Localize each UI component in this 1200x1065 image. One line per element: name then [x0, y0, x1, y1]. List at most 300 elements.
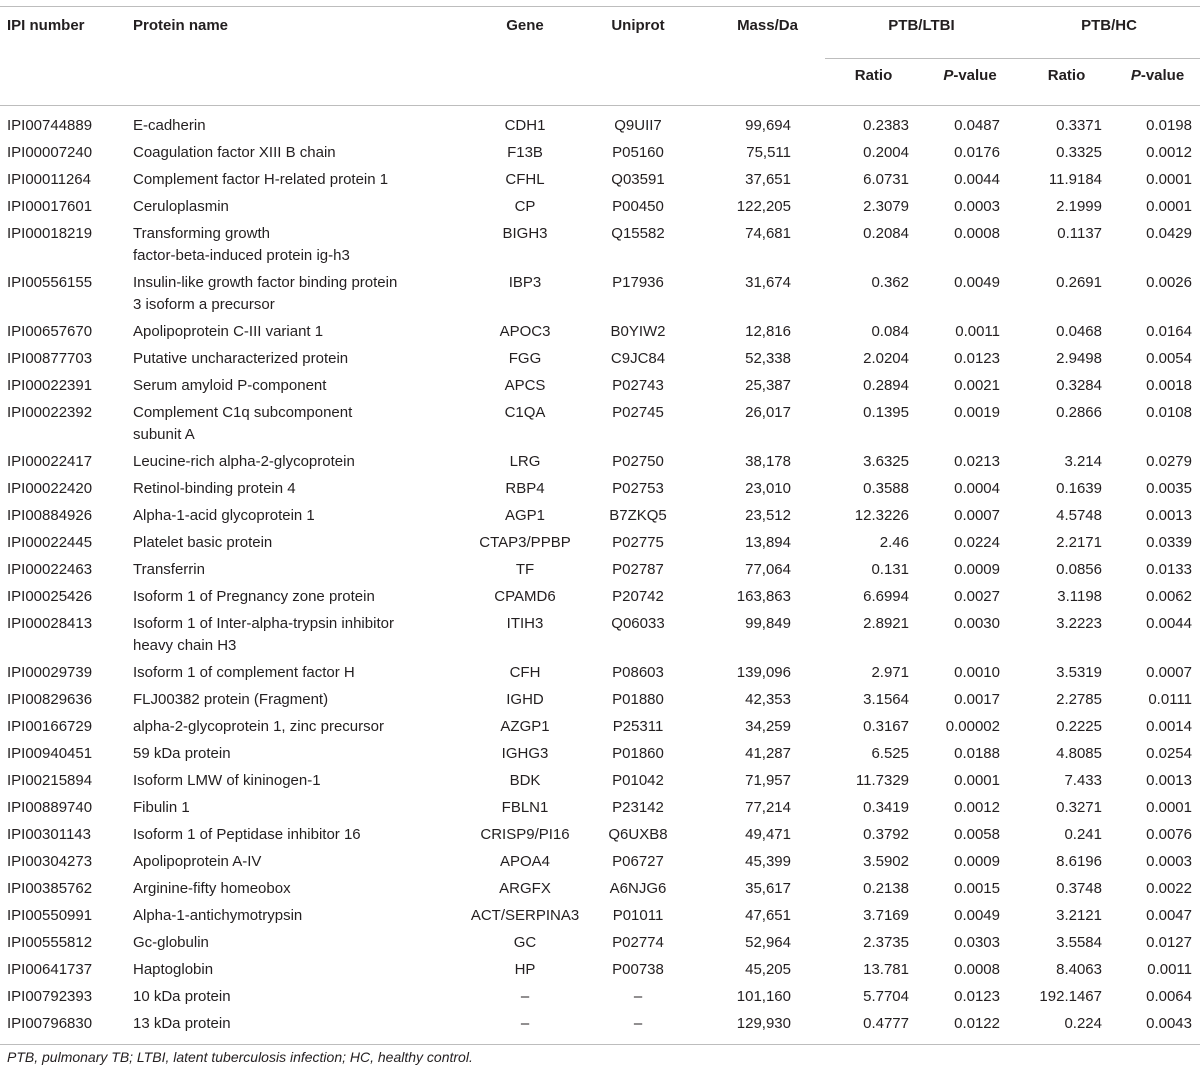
protein-name-line: Isoform 1 of complement factor H [133, 664, 355, 681]
cell-pvalue-hc: 0.0001 [1146, 198, 1192, 215]
table-footnote: PTB, pulmonary TB; LTBI, latent tuberculosis infection; HC, healthy control. [7, 1049, 473, 1065]
cell-pvalue-hc: 0.0279 [1146, 453, 1192, 470]
table-row [0, 140, 1200, 167]
cell-pvalue-ltbi: 0.0008 [954, 961, 1000, 978]
cell-protein-name [133, 557, 466, 584]
cell-protein-name [133, 584, 466, 611]
cell-mass: 163,863 [736, 588, 791, 605]
cell-pvalue-ltbi: 0.0303 [954, 934, 1000, 951]
protein-name-line: heavy chain H3 [133, 637, 237, 654]
cell-ratio-ltbi: 0.131 [871, 561, 909, 578]
protein-name-line: 3 isoform a precursor [133, 296, 275, 313]
cell-ipi-number: IPI00877703 [7, 350, 93, 367]
cell-protein-name [133, 714, 466, 741]
protein-name-line: Ceruloplasmin [133, 198, 229, 215]
cell-ratio-ltbi: 2.46 [879, 534, 909, 551]
cell-pvalue-ltbi: 0.0058 [954, 826, 1000, 843]
cell-pvalue-ltbi: 0.0010 [954, 664, 1000, 681]
cell-pvalue-ltbi: 0.0009 [954, 561, 1000, 578]
cell-pvalue-hc: 0.0054 [1146, 350, 1192, 367]
cell-protein-name [133, 822, 466, 849]
cell-protein-name [133, 984, 466, 1011]
cell-gene: ACT/SERPINA3 [470, 907, 580, 924]
cell-mass: 45,399 [745, 853, 791, 870]
table-row [0, 476, 1200, 503]
cell-ipi-number: IPI00018219 [7, 225, 93, 242]
cell-pvalue-hc: 0.0013 [1146, 507, 1192, 524]
cell-ratio-hc: 0.3271 [1056, 799, 1102, 816]
cell-pvalue-hc: 0.0018 [1146, 377, 1192, 394]
cell-gene: – [520, 1015, 530, 1032]
cell-protein-name [133, 876, 466, 903]
cell-uniprot: P08603 [612, 664, 664, 681]
cell-mass: 23,010 [745, 480, 791, 497]
cell-ratio-hc: 0.3284 [1056, 377, 1102, 394]
cell-ratio-hc: 8.6196 [1056, 853, 1102, 870]
cell-ipi-number: IPI00022420 [7, 480, 93, 497]
cell-protein-name [133, 373, 466, 400]
cell-pvalue-hc: 0.0076 [1146, 826, 1192, 843]
cell-protein-name [133, 476, 466, 503]
cell-uniprot: P02750 [612, 453, 664, 470]
table-row [0, 611, 1200, 660]
cell-gene: CP [514, 198, 536, 215]
cell-ipi-number: IPI00017601 [7, 198, 93, 215]
table-row [0, 822, 1200, 849]
cell-ipi-number: IPI00022417 [7, 453, 93, 470]
cell-ratio-hc: 3.5319 [1056, 664, 1102, 681]
cell-uniprot: Q6UXB8 [608, 826, 668, 843]
cell-protein-name [133, 270, 466, 319]
cell-ratio-ltbi: 11.7329 [855, 772, 909, 789]
cell-pvalue-ltbi: 0.0487 [954, 117, 1000, 134]
cell-protein-name [133, 346, 466, 373]
header-protein-name: Protein name [133, 17, 229, 34]
cell-uniprot: Q06033 [611, 615, 665, 632]
table-row [0, 194, 1200, 221]
cell-mass: 52,964 [745, 934, 791, 951]
table-row [0, 741, 1200, 768]
table-row [0, 1011, 1200, 1045]
cell-protein-name [133, 1011, 466, 1045]
cell-gene: GC [513, 934, 537, 951]
cell-pvalue-hc: 0.0035 [1146, 480, 1192, 497]
cell-uniprot: P00738 [612, 961, 664, 978]
header-pvalue-hc [1115, 59, 1200, 106]
cell-pvalue-ltbi: 0.0176 [954, 144, 1000, 161]
table-row [0, 957, 1200, 984]
cell-uniprot: P01860 [612, 745, 664, 762]
protein-name-line: Apolipoprotein A-IV [133, 853, 262, 870]
cell-ratio-ltbi: 12.3226 [854, 507, 909, 524]
table-row [0, 319, 1200, 346]
cell-ratio-hc: 2.2785 [1056, 691, 1102, 708]
cell-mass: 37,651 [745, 171, 791, 188]
cell-gene: LRG [509, 453, 541, 470]
cell-pvalue-hc: 0.0047 [1146, 907, 1192, 924]
table-row [0, 530, 1200, 557]
cell-gene: FBLN1 [501, 799, 549, 816]
cell-mass: 45,205 [745, 961, 791, 978]
cell-mass: 35,617 [745, 880, 791, 897]
cell-protein-name [133, 106, 466, 141]
cell-protein-name [133, 795, 466, 822]
cell-ratio-ltbi: 2.3735 [863, 934, 909, 951]
protein-name-line: Complement factor H-related protein 1 [133, 171, 389, 188]
cell-uniprot: – [633, 1015, 643, 1032]
cell-ipi-number: IPI00029739 [7, 664, 93, 681]
cell-ratio-ltbi: 2.3079 [863, 198, 909, 215]
cell-uniprot: P02787 [612, 561, 664, 578]
protein-name-line: Transferrin [133, 561, 205, 578]
cell-ratio-ltbi: 0.2894 [863, 377, 909, 394]
cell-ratio-ltbi: 2.0204 [863, 350, 909, 367]
cell-ratio-ltbi: 0.2138 [863, 880, 909, 897]
cell-pvalue-ltbi: 0.0049 [954, 274, 1000, 291]
header-pvalue-hc-suffix: -value [1140, 67, 1185, 84]
header-ratio-hc: Ratio [1018, 59, 1115, 106]
cell-gene: AGP1 [504, 507, 546, 524]
cell-ratio-hc: 0.3325 [1056, 144, 1102, 161]
header-pvalue-ltbi [922, 59, 1018, 106]
cell-protein-name [133, 687, 466, 714]
cell-uniprot: P02745 [612, 404, 664, 421]
cell-uniprot: P02774 [612, 934, 664, 951]
cell-ratio-ltbi: 6.0731 [863, 171, 909, 188]
protein-name-line: Fibulin 1 [133, 799, 190, 816]
cell-uniprot: P01042 [612, 772, 664, 789]
cell-ratio-ltbi: 6.525 [871, 745, 909, 762]
cell-mass: 71,957 [745, 772, 791, 789]
cell-pvalue-ltbi: 0.0030 [954, 615, 1000, 632]
cell-ratio-ltbi: 0.1395 [863, 404, 909, 421]
cell-protein-name [133, 221, 466, 270]
cell-ratio-hc: 0.2691 [1056, 274, 1102, 291]
cell-ratio-hc: 3.2223 [1056, 615, 1102, 632]
cell-ipi-number: IPI00385762 [7, 880, 93, 897]
cell-uniprot: P00450 [612, 198, 664, 215]
cell-ratio-ltbi: 3.5902 [863, 853, 909, 870]
cell-pvalue-ltbi: 0.0009 [954, 853, 1000, 870]
cell-gene: TF [515, 561, 535, 578]
cell-mass: 23,512 [745, 507, 791, 524]
cell-mass: 77,214 [745, 799, 791, 816]
table-row [0, 400, 1200, 449]
cell-pvalue-ltbi: 0.0015 [954, 880, 1000, 897]
cell-ipi-number: IPI00028413 [7, 615, 93, 632]
cell-mass: 49,471 [745, 826, 791, 843]
cell-pvalue-ltbi: 0.0188 [954, 745, 1000, 762]
protein-name-line: subunit A [133, 426, 195, 443]
protein-name-line: FLJ00382 protein (Fragment) [133, 691, 329, 708]
cell-ratio-ltbi: 0.3588 [863, 480, 909, 497]
cell-ratio-ltbi: 0.2383 [863, 117, 909, 134]
cell-pvalue-ltbi: 0.0122 [954, 1015, 1000, 1032]
cell-uniprot: Q03591 [611, 171, 665, 188]
cell-ipi-number: IPI00011264 [7, 171, 91, 188]
cell-pvalue-hc: 0.0127 [1146, 934, 1192, 951]
cell-pvalue-ltbi: 0.0213 [954, 453, 1000, 470]
cell-ratio-ltbi: 13.781 [863, 961, 909, 978]
cell-mass: 47,651 [745, 907, 791, 924]
cell-ipi-number: IPI00025426 [7, 588, 93, 605]
cell-pvalue-ltbi: 0.0021 [954, 377, 1000, 394]
cell-pvalue-hc: 0.0012 [1146, 144, 1192, 161]
cell-gene: APOA4 [499, 853, 551, 870]
cell-pvalue-hc: 0.0164 [1146, 323, 1192, 340]
cell-pvalue-ltbi: 0.0044 [954, 171, 1000, 188]
table-row [0, 221, 1200, 270]
cell-ratio-hc: 11.9184 [1048, 171, 1102, 188]
cell-ipi-number: IPI00796830 [7, 1015, 93, 1032]
protein-name-line: 13 kDa protein [133, 1015, 231, 1032]
cell-pvalue-hc: 0.0043 [1146, 1015, 1192, 1032]
cell-ratio-ltbi: 6.6994 [863, 588, 909, 605]
cell-pvalue-hc: 0.0108 [1146, 404, 1192, 421]
cell-ipi-number: IPI00555812 [7, 934, 93, 951]
protein-name-line: Putative uncharacterized protein [133, 350, 349, 367]
cell-uniprot: P02753 [612, 480, 664, 497]
cell-protein-name [133, 319, 466, 346]
protein-name-line: factor-beta-induced protein ig-h3 [133, 247, 350, 264]
table-row [0, 373, 1200, 400]
table-row [0, 687, 1200, 714]
cell-pvalue-ltbi: 0.0011 [955, 323, 1000, 340]
cell-ratio-hc: 0.2866 [1056, 404, 1102, 421]
cell-pvalue-hc: 0.0022 [1146, 880, 1192, 897]
cell-uniprot: B0YIW2 [610, 323, 666, 340]
cell-pvalue-ltbi: 0.0004 [954, 480, 1000, 497]
cell-protein-name [133, 768, 466, 795]
cell-uniprot: Q15582 [611, 225, 665, 242]
cell-ratio-hc: 2.2171 [1056, 534, 1102, 551]
cell-ratio-ltbi: 0.4777 [863, 1015, 909, 1032]
cell-ratio-ltbi: 3.6325 [863, 453, 909, 470]
cell-ratio-hc: 0.0856 [1056, 561, 1102, 578]
cell-ipi-number: IPI00301143 [7, 826, 91, 843]
cell-ratio-hc: 3.214 [1064, 453, 1102, 470]
cell-uniprot: P25311 [612, 718, 664, 735]
cell-pvalue-ltbi: 0.00002 [945, 718, 1000, 735]
cell-mass: 52,338 [745, 350, 791, 367]
cell-pvalue-ltbi: 0.0224 [954, 534, 1000, 551]
cell-mass: 99,849 [745, 615, 791, 632]
table-row [0, 849, 1200, 876]
protein-name-line: Apolipoprotein C-III variant 1 [133, 323, 324, 340]
cell-ratio-ltbi: 0.2004 [863, 144, 909, 161]
cell-ratio-hc: 0.1639 [1056, 480, 1102, 497]
cell-pvalue-ltbi: 0.0049 [954, 907, 1000, 924]
cell-ipi-number: IPI00641737 [7, 961, 93, 978]
cell-ratio-hc: 2.1999 [1056, 198, 1102, 215]
header-uniprot: Uniprot [611, 17, 665, 34]
cell-ratio-hc: 3.1198 [1057, 588, 1102, 605]
protein-name-line: Leucine-rich alpha-2-glycoprotein [133, 453, 355, 470]
cell-ratio-ltbi: 2.8921 [863, 615, 909, 632]
cell-uniprot: P05160 [612, 144, 664, 161]
cell-ratio-hc: 7.433 [1064, 772, 1102, 789]
cell-ipi-number: IPI00166729 [7, 718, 93, 735]
cell-ipi-number: IPI00829636 [7, 691, 93, 708]
cell-pvalue-hc: 0.0001 [1146, 799, 1192, 816]
cell-gene: IBP3 [508, 274, 542, 291]
cell-pvalue-ltbi: 0.0027 [954, 588, 1000, 605]
protein-name-line: Serum amyloid P-component [133, 377, 327, 394]
protein-name-line: Complement C1q subcomponent [133, 404, 353, 421]
cell-uniprot: P01880 [612, 691, 664, 708]
cell-mass: 42,353 [745, 691, 791, 708]
cell-ipi-number: IPI00022463 [7, 561, 93, 578]
cell-gene: C1QA [504, 404, 546, 421]
table-row [0, 270, 1200, 319]
cell-protein-name [133, 611, 466, 660]
cell-pvalue-hc: 0.0001 [1146, 171, 1192, 188]
cell-ratio-ltbi: 3.7169 [863, 907, 909, 924]
cell-gene: CPAMD6 [494, 588, 556, 605]
cell-pvalue-ltbi: 0.0001 [954, 772, 1000, 789]
cell-pvalue-hc: 0.0026 [1146, 274, 1192, 291]
cell-gene: ITIH3 [506, 615, 544, 632]
cell-uniprot: P01011 [612, 907, 664, 924]
cell-uniprot: P06727 [612, 853, 664, 870]
cell-mass: 75,511 [746, 144, 791, 161]
protein-name-line: Arginine-fifty homeobox [133, 880, 291, 897]
cell-ratio-ltbi: 0.3792 [863, 826, 909, 843]
protein-name-line: Alpha-1-acid glycoprotein 1 [133, 507, 315, 524]
cell-ipi-number: IPI00657670 [7, 323, 93, 340]
cell-mass: 99,694 [745, 117, 791, 134]
cell-ratio-ltbi: 5.7704 [863, 988, 909, 1005]
cell-pvalue-ltbi: 0.0003 [954, 198, 1000, 215]
cell-ratio-hc: 4.8085 [1056, 745, 1102, 762]
cell-protein-name [133, 449, 466, 476]
cell-pvalue-hc: 0.0133 [1146, 561, 1192, 578]
cell-pvalue-ltbi: 0.0123 [954, 988, 1000, 1005]
cell-uniprot: P23142 [612, 799, 664, 816]
table-row [0, 167, 1200, 194]
cell-protein-name [133, 930, 466, 957]
cell-mass: 12,816 [745, 323, 791, 340]
cell-mass: 129,930 [736, 1015, 791, 1032]
header-pvalue-hc-prefix: P [1130, 67, 1141, 84]
protein-name-line: Isoform 1 of Pregnancy zone protein [133, 588, 375, 605]
cell-mass: 139,096 [736, 664, 791, 681]
cell-uniprot: – [633, 988, 643, 1005]
cell-pvalue-hc: 0.0013 [1146, 772, 1192, 789]
protein-name-line: alpha-2-glycoprotein 1, zinc precursor [133, 718, 384, 735]
cell-ratio-hc: 3.5584 [1056, 934, 1102, 951]
cell-gene: IGHG3 [501, 745, 549, 762]
cell-ratio-hc: 192.1467 [1039, 988, 1102, 1005]
cell-ratio-ltbi: 0.362 [871, 274, 909, 291]
cell-pvalue-hc: 0.0429 [1146, 225, 1192, 242]
cell-mass: 34,259 [745, 718, 791, 735]
table-header [0, 7, 1200, 106]
cell-gene: CDH1 [504, 117, 546, 134]
cell-pvalue-ltbi: 0.0012 [954, 799, 1000, 816]
cell-gene: AZGP1 [500, 718, 550, 735]
cell-gene: FGG [508, 350, 542, 367]
cell-mass: 31,674 [745, 274, 791, 291]
cell-pvalue-ltbi: 0.0019 [954, 404, 1000, 421]
cell-gene: IGHD [506, 691, 544, 708]
cell-ipi-number: IPI00550991 [7, 907, 93, 924]
cell-ratio-ltbi: 0.2084 [863, 225, 909, 242]
protein-name-line: Gc-globulin [133, 934, 209, 951]
cell-ratio-ltbi: 0.3419 [863, 799, 909, 816]
protein-name-line: Platelet basic protein [133, 534, 273, 551]
header-ratio-ltbi: Ratio [825, 59, 922, 106]
table-row [0, 930, 1200, 957]
cell-gene: BIGH3 [502, 225, 548, 242]
cell-protein-name [133, 530, 466, 557]
cell-ipi-number: IPI00889740 [7, 799, 93, 816]
cell-uniprot: P02743 [612, 377, 664, 394]
cell-ratio-ltbi: 2.971 [871, 664, 909, 681]
cell-gene: RBP4 [505, 480, 545, 497]
cell-gene: CTAP3/PPBP [479, 534, 571, 551]
header-pvalue-ltbi-suffix: -value [953, 67, 997, 84]
cell-uniprot: P20742 [612, 588, 664, 605]
cell-pvalue-hc: 0.0064 [1146, 988, 1192, 1005]
table-row [0, 584, 1200, 611]
cell-mass: 101,160 [736, 988, 791, 1005]
table-row [0, 768, 1200, 795]
table-row [0, 714, 1200, 741]
cell-mass: 77,064 [745, 561, 791, 578]
protein-name-line: Isoform 1 of Peptidase inhibitor 16 [133, 826, 361, 843]
header-pvalue-ltbi-prefix: P [943, 67, 954, 84]
cell-uniprot: P17936 [612, 274, 664, 291]
protein-name-line: Coagulation factor XIII B chain [133, 144, 336, 161]
cell-gene: – [520, 988, 530, 1005]
cell-protein-name [133, 503, 466, 530]
cell-mass: 13,894 [745, 534, 791, 551]
protein-name-line: Transforming growth [133, 225, 270, 242]
protein-name-line: 10 kDa protein [133, 988, 231, 1005]
cell-ratio-hc: 0.3748 [1056, 880, 1102, 897]
cell-uniprot: P02775 [612, 534, 664, 551]
cell-gene: BDK [509, 772, 541, 789]
cell-ratio-hc: 8.4063 [1056, 961, 1102, 978]
cell-protein-name [133, 140, 466, 167]
cell-uniprot: A6NJG6 [609, 880, 667, 897]
cell-pvalue-hc: 0.0198 [1146, 117, 1192, 134]
cell-pvalue-ltbi: 0.0017 [954, 691, 1000, 708]
header-group-ptb-hc: PTB/HC [1081, 17, 1137, 34]
table-row [0, 106, 1200, 141]
table-row [0, 503, 1200, 530]
protein-name-line: 59 kDa protein [133, 745, 231, 762]
cell-uniprot: B7ZKQ5 [609, 507, 667, 524]
table-row [0, 984, 1200, 1011]
cell-gene: CFH [509, 664, 541, 681]
cell-ipi-number: IPI00007240 [7, 144, 93, 161]
protein-name-line: Retinol-binding protein 4 [133, 480, 296, 497]
cell-pvalue-hc: 0.0014 [1146, 718, 1192, 735]
table-row [0, 346, 1200, 373]
cell-pvalue-hc: 0.0111 [1148, 691, 1192, 708]
cell-uniprot: Q9UII7 [614, 117, 662, 134]
table-row [0, 660, 1200, 687]
cell-pvalue-hc: 0.0044 [1146, 615, 1192, 632]
cell-ipi-number: IPI00556155 [7, 274, 93, 291]
header-gene: Gene [506, 17, 544, 34]
cell-pvalue-hc: 0.0011 [1147, 961, 1192, 978]
cell-pvalue-ltbi: 0.0123 [954, 350, 1000, 367]
cell-ratio-ltbi: 0.084 [871, 323, 909, 340]
header-mass: Mass/Da [737, 17, 798, 34]
